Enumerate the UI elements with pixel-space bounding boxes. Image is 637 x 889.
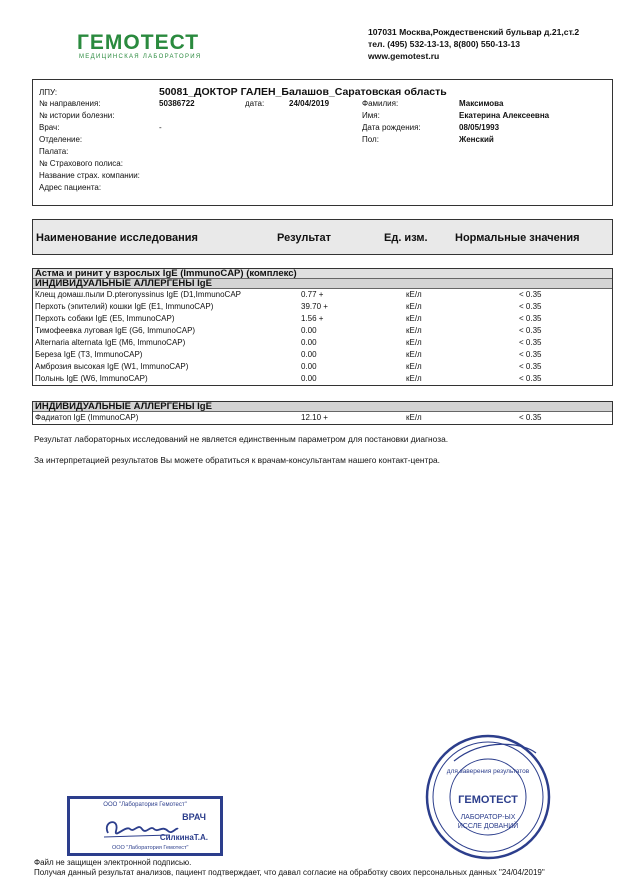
test-name: Перхоть (эпителий) кошки IgE (E1, ImmunoCAP) — [35, 302, 214, 311]
history-label: № истории болезни: — [39, 111, 115, 120]
test-norm: < 0.35 — [519, 290, 542, 299]
test-norm: < 0.35 — [519, 326, 542, 335]
patient-address-label: Адрес пациента: — [39, 183, 102, 192]
test-norm: < 0.35 — [519, 314, 542, 323]
section-subtitle: ИНДИВИДУАЛЬНЫЕ АЛЛЕРГЕНЫ IgE — [33, 402, 612, 412]
surname-value: Максимова — [459, 99, 504, 108]
dob-value: 08/05/1993 — [459, 123, 500, 132]
gemotest-logo — [77, 33, 227, 60]
patient-info-box — [32, 79, 613, 206]
test-result: 39.70 + — [301, 302, 328, 311]
stamp-bottom-line1: ЛАБОРАТОР-ЫХ — [460, 814, 516, 821]
stamp-brand: ГЕМОТЕСТ — [458, 794, 518, 806]
lpu-label: ЛПУ: — [39, 88, 58, 97]
doctor-label: Врач: — [39, 123, 60, 132]
dob-label: Дата рождения: — [362, 123, 421, 132]
test-name: Фадиатоп IgE (ImmunoCAP) — [35, 413, 139, 422]
logo-wordmark: ГЕМОТЕСТ — [77, 31, 200, 54]
test-norm: < 0.35 — [519, 413, 542, 422]
test-name: Полынь IgE (W6, ImmunoCAP) — [35, 374, 148, 383]
table-row — [33, 349, 612, 361]
name-value: Екатерина Алексеевна — [459, 111, 550, 120]
disclaimer-note: Результат лабораторных исследований не является единственным параметром для постановки диагноза. — [34, 434, 449, 444]
stamp-doctor-name: СилкинаТ.А. — [159, 833, 208, 842]
test-norm: < 0.35 — [519, 362, 542, 371]
test-result: 0.00 — [301, 326, 317, 335]
test-name: Перхоть собаки IgE (E5, ImmunoCAP) — [35, 314, 175, 323]
lpu-value: 50081_ДОКТОР ГАЛЕН_Балашов_Саратовская область — [159, 86, 447, 98]
lab-address: 107031 Москва,Рождественский бульвар д.21,ст.2 — [368, 27, 580, 37]
test-unit: кЕ/л — [406, 326, 422, 335]
policy-label: № Страхового полиса: — [39, 159, 123, 168]
date-label: дата: — [245, 99, 265, 108]
test-unit: кЕ/л — [406, 362, 422, 371]
lab-website[interactable]: www.gemotest.ru — [368, 51, 440, 61]
test-unit: кЕ/л — [406, 290, 422, 299]
table-row — [33, 313, 612, 325]
logo-subtitle: МЕДИЦИНСКАЯ ЛАБОРАТОРИЯ — [79, 54, 202, 60]
section-title: Астма и ринит у взрослых IgE (ImmunoCAP) (комплекс) — [33, 269, 612, 279]
test-name: Амброзия высокая IgE (W1, ImmunoCAP) — [35, 362, 189, 371]
stamp-bottom-line2: ИССЛЕ ДОВАНИЙ — [457, 823, 519, 830]
lab-phones: тел. (495) 532-13-13, 8(800) 550-13-13 — [368, 39, 521, 49]
test-result: 0.00 — [301, 338, 317, 347]
referral-value: 50386722 — [159, 99, 195, 108]
table-row — [33, 412, 612, 424]
test-unit: кЕ/л — [406, 302, 422, 311]
name-label: Имя: — [362, 111, 380, 120]
test-result: 0.00 — [301, 362, 317, 371]
table-row — [33, 301, 612, 313]
col-name-header: Наименование исследования — [36, 232, 198, 244]
stamp-lab-name-bottom: ООО "Лаборатория Гемотест" — [112, 845, 189, 851]
insurer-label: Название страх. компании: — [39, 171, 140, 180]
test-result: 0.00 — [301, 374, 317, 383]
col-unit-header: Ед. изм. — [384, 232, 428, 244]
test-unit: кЕ/л — [406, 350, 422, 359]
ward-label: Палата: — [39, 147, 69, 156]
footer-consent-note: Получая данный результат анализов, пациент подтверждает, что давал согласие на обработку своих персональных данных "24/04/2019" — [34, 868, 545, 877]
test-name: Тимофеевка луговая IgE (G6, ImmunoCAP) — [35, 326, 196, 335]
test-name: Клещ домаш.пыли D.pteronyssinus IgE (D1,ImmunoCAP — [35, 290, 242, 299]
lab-contacts — [368, 26, 579, 62]
department-label: Отделение: — [39, 135, 83, 144]
table-row — [33, 361, 612, 373]
test-result: 0.00 — [301, 350, 317, 359]
section-phadiatop — [32, 401, 613, 425]
test-norm: < 0.35 — [519, 302, 542, 311]
date-value: 24/04/2019 — [289, 99, 330, 108]
section-subtitle: ИНДИВИДУАЛЬНЫЕ АЛЛЕРГЕНЫ IgE — [33, 279, 612, 289]
col-result-header: Результат — [277, 232, 332, 244]
test-name: Береза IgE (T3, ImmunoCAP) — [35, 350, 143, 359]
test-result: 1.56 + — [301, 314, 324, 323]
test-result: 0.77 + — [301, 290, 324, 299]
lab-round-stamp — [424, 733, 552, 861]
test-norm: < 0.35 — [519, 350, 542, 359]
surname-label: Фамилия: — [362, 99, 399, 108]
table-row — [33, 373, 612, 385]
doctor-stamp — [67, 796, 223, 856]
col-norm-header: Нормальные значения — [455, 232, 580, 244]
test-result: 12.10 + — [301, 413, 328, 422]
test-name: Alternaria alternata IgE (M6, ImmunoCAP) — [35, 338, 186, 347]
section-asthma-rhinitis — [32, 268, 613, 386]
stamp-doctor-title: ВРАЧ — [182, 812, 206, 822]
test-unit: кЕ/л — [406, 314, 422, 323]
table-row — [33, 325, 612, 337]
stamp-lab-name: ООО "Лаборатория Гемотест" — [103, 802, 187, 808]
consultation-note: За интерпретацией результатов Вы можете обратиться к врачам-консультантам нашего контакт-центра. — [34, 455, 440, 465]
test-unit: кЕ/л — [406, 413, 422, 422]
sex-value: Женский — [459, 135, 494, 144]
test-unit: кЕ/л — [406, 374, 422, 383]
test-norm: < 0.35 — [519, 338, 542, 347]
table-row — [33, 337, 612, 349]
doctor-value: - — [159, 123, 162, 132]
table-row — [33, 289, 612, 301]
sex-label: Пол: — [362, 135, 379, 144]
test-unit: кЕ/л — [406, 338, 422, 347]
results-table-header — [32, 219, 613, 255]
test-norm: < 0.35 — [519, 374, 542, 383]
stamp-purpose-line1: для заверения результатов — [446, 768, 530, 775]
referral-label: № направления: — [39, 99, 101, 108]
footer-signature-note: Файл не защищен электронной подписью. — [34, 858, 192, 867]
